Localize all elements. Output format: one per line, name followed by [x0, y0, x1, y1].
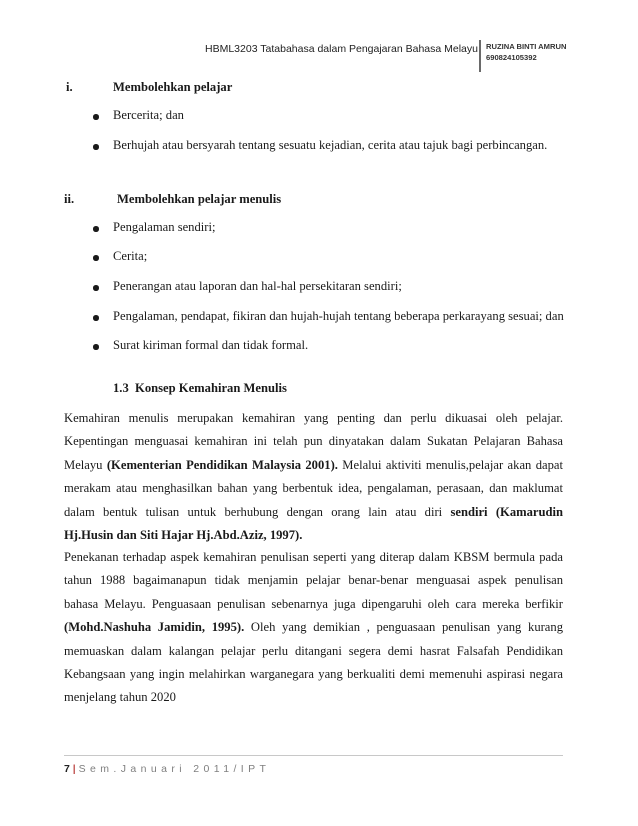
author-id: 690824105392 [486, 53, 537, 62]
text-span: Melayu [64, 457, 103, 472]
paragraph-2 [64, 546, 563, 710]
citation: Hj.Husin dan Siti Hajar Hj.Abd.Aziz, 1997). [64, 527, 303, 542]
bullet-icon [92, 140, 100, 148]
page-footer [64, 763, 270, 775]
page-number: 7 [64, 763, 70, 775]
text-span: dalam bentuk tulisan untuk berhubung dengan orang lain atau diri [64, 504, 443, 519]
citation: (Kementerian Pendidikan Malaysia 2001). [106, 457, 338, 472]
text-line [64, 501, 563, 524]
text-line: merakam atau menghasilkan bahan yang berbentuk idea, pengalaman, perasaan, dan maklumat [64, 481, 563, 496]
bullet-icon [92, 251, 100, 259]
header-divider [479, 40, 481, 72]
text-line: tahun 1988 bagaimanapun tidak menjamin pelajar benar-benar menguasai aspek penulisan [64, 573, 563, 588]
bullet-icon [92, 311, 100, 319]
section-i-numeral: i. [66, 80, 73, 94]
semester-label: Sem.Januari 2011/IPT [78, 763, 271, 775]
text-line: memuaskan dalam kalangan pelajar perlu ditangani segera demi hasrat Falsafah Pendidikan [64, 643, 563, 658]
text-line [64, 616, 563, 639]
text-line [64, 524, 563, 547]
subsection-heading [113, 381, 287, 396]
text-line: Penekanan terhadap aspek kemahiran penulisan seperti yang diterap dalam KBSM bermula pada [64, 550, 563, 564]
author-name: RUZINA BINTI AMRUN [486, 42, 567, 51]
text-line: bahasa Melayu. Penguasaan penulisan sebenarnya juga dipengaruhi oleh cara mereka berfikir [64, 596, 563, 611]
section-ii-title: Membolehkan pelajar menulis [117, 192, 282, 206]
citation: (Mohd.Nashuha Jamidin, 1995). [64, 620, 245, 635]
section-ii-numeral: ii. [64, 192, 75, 206]
list-item: Bercerita; dan [113, 108, 184, 122]
bullet-icon [92, 110, 100, 118]
text-line [64, 454, 563, 477]
page-header [0, 40, 638, 74]
citation: sendiri (Kamarudin [450, 504, 564, 519]
text-span: Melalui aktiviti menulis,pelajar akan dapat [342, 457, 563, 472]
section-i-title: Membolehkan pelajar [113, 80, 233, 94]
text-line: Kemahiran menulis merupakan kemahiran yang penting dan perlu dikuasai oleh pelajar. [64, 411, 563, 425]
course-title: HBML3203 Tatabahasa dalam Pengajaran Bahasa Melayu [205, 43, 478, 55]
text-line: Kepentingan menguasai kemahiran ini telah pun dinyatakan dalam Sukatan Pelajaran Bahasa [64, 434, 563, 449]
list-item: Pengalaman sendiri; [113, 220, 216, 234]
bullet-icon [92, 340, 100, 348]
bullet-icon [92, 281, 100, 289]
subsection-number: 1.3 [113, 381, 129, 395]
list-item: Berhujah atau bersyarah tentang sesuatu kejadian, cerita atau tajuk bagi perbincangan. [113, 138, 548, 152]
list-item: Cerita; [113, 249, 148, 263]
footer-divider [64, 755, 563, 756]
author-block [486, 41, 566, 63]
subsection-title: Konsep Kemahiran Menulis [135, 381, 287, 395]
paragraph-1 [64, 407, 563, 547]
list-item: Pengalaman, pendapat, fikiran dan hujah-hujah tentang beberapa perkarayang sesuai; dan [113, 309, 564, 323]
bullet-icon [92, 222, 100, 230]
text-span: Oleh yang demikian , penguasaan penulisan yang kurang [250, 620, 563, 635]
list-item: Penerangan atau laporan dan hal-hal persekitaran sendiri; [113, 279, 402, 293]
list-item: Surat kiriman formal dan tidak formal. [113, 338, 309, 352]
text-line: Kebangsaan yang ingin melahirkan warganegara yang berkualiti demi memenuhi aspirasi negara [64, 666, 563, 681]
text-line: menjelang tahun 2020 [64, 690, 176, 705]
footer-separator: | [72, 763, 76, 775]
